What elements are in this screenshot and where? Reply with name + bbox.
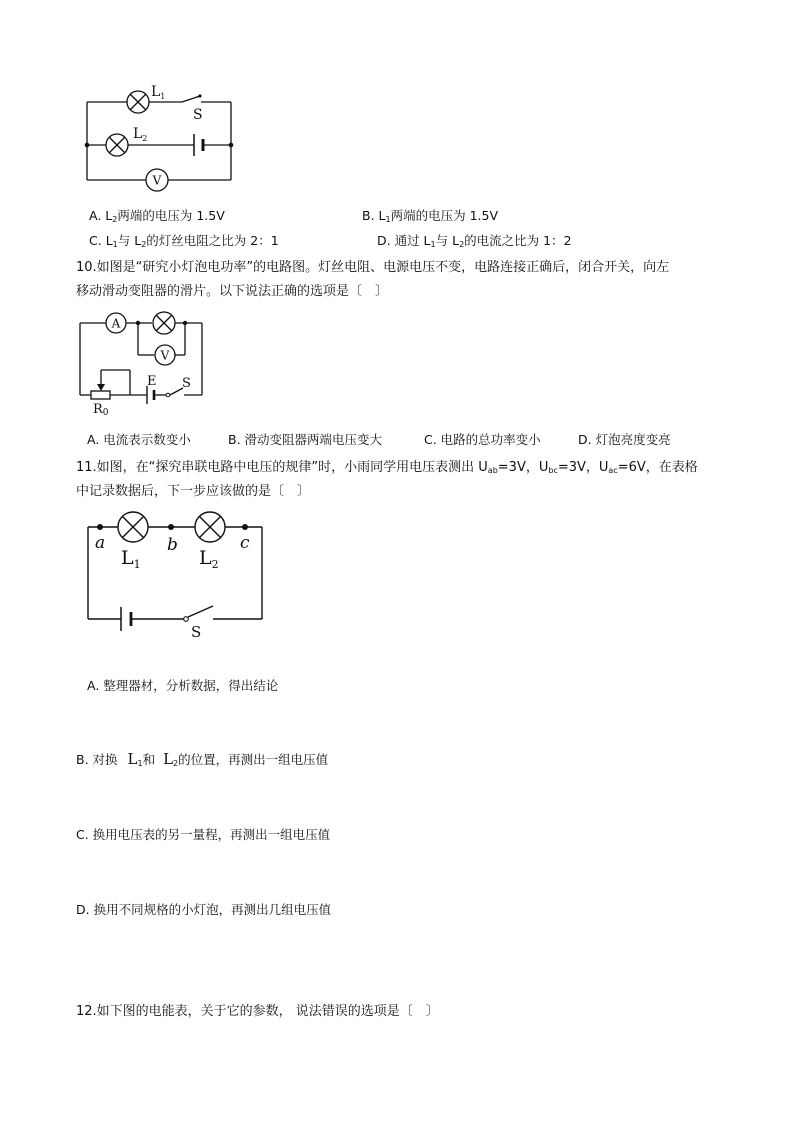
q9-option-a: A. $L_2$两端的电压为 1.5V — [89, 208, 225, 224]
q11-battery — [121, 607, 131, 631]
q9-option-d: D. 通过 $L_1$与 $L_2$的电流之比为 1：2 — [377, 233, 572, 249]
q11-lamp-l1 — [118, 512, 148, 542]
q9-option-c: C. $L_1$与 $L_2$的灯丝电阻之比为 2：1 — [89, 233, 279, 249]
q11-label-b: b — [167, 535, 178, 555]
q9-label-s: S — [193, 107, 203, 123]
q12-stem: 12.如下图的电能表，关于它的参数， 说法错误的选项是〔 〕 — [76, 1004, 439, 1019]
q11-label-a: a — [95, 533, 106, 553]
q9-voltmeter-label: V — [152, 173, 162, 188]
q10-option-a: A. 电流表示数变小 — [87, 432, 191, 447]
q11-option-b: B. 对换 $L_1$和 $L_2$的位置，再测出一组电压值 — [76, 750, 329, 768]
q10-option-b: B. 滑动变阻器两端电压变大 — [228, 432, 383, 447]
q9-option-b: B. $L_1$两端的电压为 1.5V — [362, 208, 498, 224]
q11-switch-pivot — [184, 617, 189, 622]
q11-stem-line1: 11.如图，在“探究串联电路中电压的规律”时，小雨同学用电压表测出 $U_{ab}=3V$，$U_{bc}=3V$，$U_{ac}=6V$，在表格 — [76, 460, 698, 475]
q11-point-a — [97, 524, 103, 530]
q10-label-r0: R0 — [93, 402, 109, 418]
q10-label-e: E — [147, 374, 157, 389]
q10-option-c: C. 电路的总功率变小 — [424, 432, 541, 447]
q11-option-a: A. 整理器材，分析数据，得出结论 — [87, 678, 279, 693]
q11-point-c — [242, 524, 248, 530]
q10-stem-line1: 10.如图是“研究小灯泡电功率”的电路图。灯丝电阻、电源电压不变，电路连接正确后，闭合开关，向左 — [76, 260, 670, 275]
q11-option-d: D. 换用不同规格的小灯泡，再测出几组电压值 — [76, 902, 332, 917]
q11-lamp-l2 — [195, 512, 225, 542]
q11-stem-line2: 中记录数据后，下一步应该做的是〔 〕 — [76, 484, 311, 499]
q11-label-c: c — [240, 533, 250, 553]
q11-label-s: S — [191, 623, 202, 641]
q10-voltmeter-label: V — [160, 348, 170, 363]
q9-label-l1: $L_1$ — [151, 84, 166, 101]
q9-label-l2: $L_2$ — [133, 126, 148, 143]
q11-option-c: C. 换用电压表的另一量程，再测出一组电压值 — [76, 827, 331, 842]
q11-label-l2: $L_2$ — [199, 547, 219, 571]
q10-option-d: D. 灯泡亮度变亮 — [578, 432, 671, 447]
q10-label-s: S — [182, 376, 191, 391]
q10-stem-line2: 移动滑动变阻器的滑片。以下说法正确的选项是〔 〕 — [76, 284, 389, 299]
q11-label-l1: $L_1$ — [121, 547, 141, 571]
q10-ammeter-label: A — [111, 316, 121, 331]
q11-point-b — [168, 524, 174, 530]
